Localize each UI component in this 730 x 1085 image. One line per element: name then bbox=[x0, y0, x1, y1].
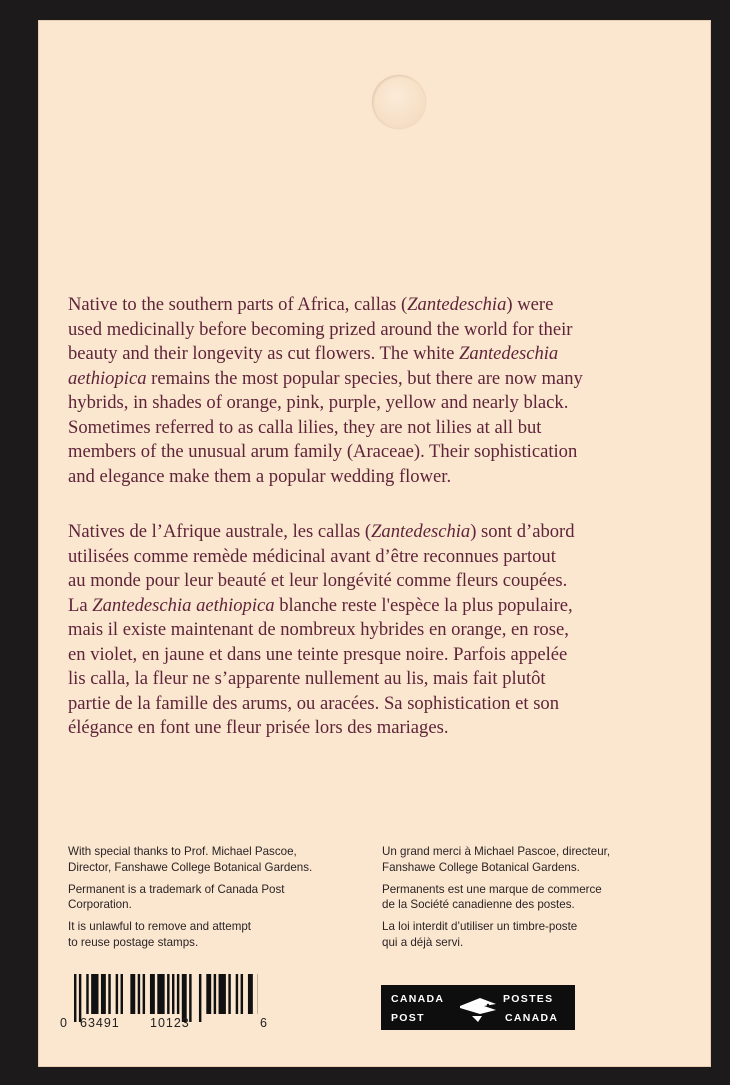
barcode-right-group: 10123 bbox=[150, 1016, 190, 1030]
canada-post-logo bbox=[381, 985, 575, 1030]
trademark-note: Permanent is a trademark of Canada Post Corporation. bbox=[68, 882, 285, 911]
barcode-bar bbox=[74, 974, 76, 1022]
barcode-bars bbox=[74, 974, 258, 1022]
hanging-hole bbox=[372, 75, 426, 129]
barcode-bar bbox=[177, 974, 179, 1014]
barcode-bar bbox=[199, 974, 201, 1022]
notes-french bbox=[382, 844, 610, 957]
logo-word-post: POST bbox=[391, 1012, 425, 1024]
barcode-bar bbox=[172, 974, 174, 1014]
trademark-note: Permanents est une marque de commerce de la Société canadienne des postes. bbox=[382, 882, 602, 911]
logo-word-postes: POSTES bbox=[503, 993, 554, 1005]
barcode-bar bbox=[236, 974, 238, 1014]
barcode-bar bbox=[101, 974, 106, 1014]
text-line: partie de la famille des arums, ou aracées. Sa sophistication et son bbox=[68, 692, 560, 714]
barcode-bar bbox=[241, 974, 243, 1014]
text-line: members of the unusual arum family (Araceae). Their sophistication bbox=[68, 441, 578, 462]
upc-barcode bbox=[58, 974, 268, 1034]
barcode-bar bbox=[130, 974, 135, 1014]
barcode-bar bbox=[167, 974, 169, 1014]
barcode-bar bbox=[86, 974, 88, 1014]
barcode-bar bbox=[143, 974, 145, 1014]
barcode-bar bbox=[182, 974, 187, 1022]
text-line: hybrids, in shades of orange, pink, purple, yellow and nearly black. bbox=[68, 392, 569, 413]
logo-word-canada: CANADA bbox=[391, 993, 445, 1005]
notes-english bbox=[68, 844, 312, 957]
barcode-bar bbox=[138, 974, 140, 1014]
barcode-bar bbox=[79, 974, 81, 1022]
barcode-left-group: 63491 bbox=[80, 1016, 120, 1030]
text-line: au monde pour leur beauté et leur longévité comme fleurs coupées. bbox=[68, 570, 568, 591]
text-line: Natives de l’Afrique australe, les callas (Zantedeschia) sont d’abord bbox=[68, 521, 575, 542]
barcode-bar bbox=[121, 974, 123, 1014]
barcode-bar bbox=[108, 974, 110, 1014]
paragraph-english bbox=[68, 293, 693, 489]
barcode-bar bbox=[150, 974, 155, 1014]
legal-note: It is unlawful to remove and attempt to reuse postage stamps. bbox=[68, 920, 252, 949]
text-line: Sometimes referred to as calla lilies, they are not lilies at all but bbox=[68, 416, 542, 438]
barcode-bar bbox=[206, 974, 211, 1014]
barcode-check-digit: 6 bbox=[260, 1016, 268, 1030]
text-line: élégance en font une fleur prisée lors des mariages. bbox=[68, 717, 449, 738]
paragraph-french bbox=[68, 520, 693, 741]
legal-note: La loi interdit d’utiliser un timbre-poste qui a déjà servi. bbox=[382, 920, 578, 949]
eagle-emblem-icon bbox=[458, 992, 498, 1024]
barcode-bar bbox=[116, 974, 118, 1014]
text-line: Native to the southern parts of Africa, callas (Zantedeschia) were bbox=[68, 294, 554, 315]
text-line: and elegance make them a popular wedding flower. bbox=[68, 465, 452, 487]
barcode-bar bbox=[228, 974, 230, 1014]
text-line: utilisées comme remède médicinal avant d’être reconnues partout bbox=[68, 545, 556, 567]
barcode-bar bbox=[157, 974, 164, 1014]
barcode-bar bbox=[91, 974, 98, 1014]
barcode-first-digit: 0 bbox=[60, 1016, 68, 1030]
thanks-note: With special thanks to Prof. Michael Pascoe, Director, Fanshawe College Botanical Gardens. bbox=[68, 845, 313, 874]
logo-word-canada-fr: CANADA bbox=[505, 1012, 559, 1024]
barcode-bar bbox=[214, 974, 216, 1014]
text-line: lis calla, la fleur ne s’apparente nullement au lis, mais fait plutôt bbox=[68, 668, 546, 689]
barcode-bar bbox=[219, 974, 226, 1014]
thanks-note: Un grand merci à Michael Pascoe, directeur, Fanshawe College Botanical Gardens. bbox=[382, 845, 611, 874]
text-line: mais il existe maintenant de nombreux hybrides en orange, en rose, bbox=[68, 619, 569, 640]
text-line: en violet, en jaune et dans une teinte presque noire. Parfois appelée bbox=[68, 643, 568, 665]
text-line: used medicinally before becoming prized around the world for their bbox=[68, 318, 573, 340]
barcode-bar bbox=[248, 974, 253, 1014]
text-line: aethiopica remains the most popular species, but there are now many bbox=[68, 367, 583, 389]
text-line: beauty and their longevity as cut flowers. The white Zantedeschia bbox=[68, 343, 559, 364]
text-line: La Zantedeschia aethiopica blanche reste l'espèce la plus populaire, bbox=[68, 594, 573, 616]
barcode-bar bbox=[189, 974, 191, 1022]
